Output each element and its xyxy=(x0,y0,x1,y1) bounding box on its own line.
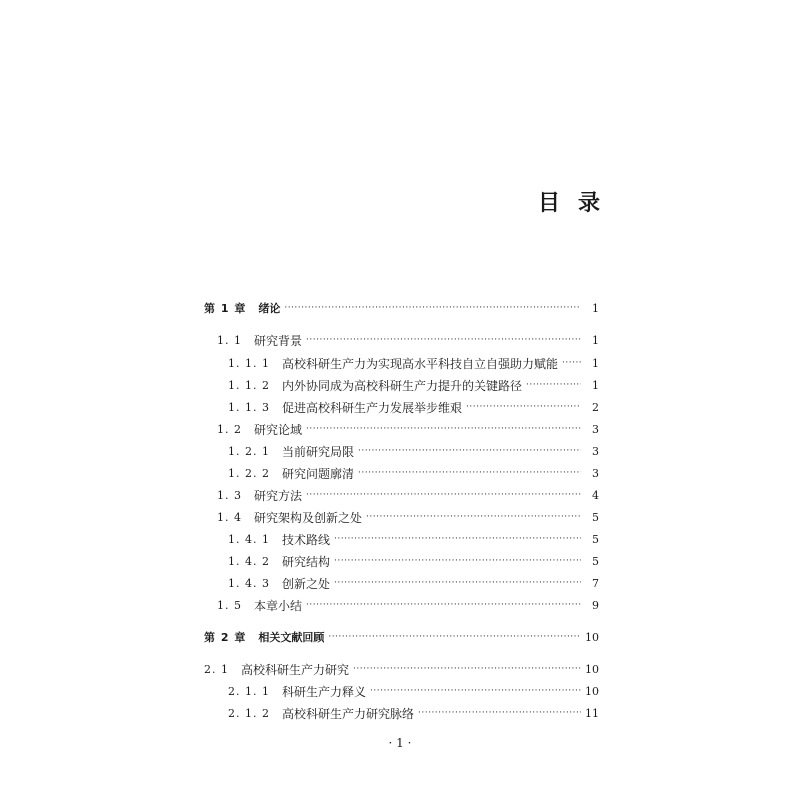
toc-title-char-1: 目 xyxy=(538,190,563,216)
toc-entry-title: 本章小结 xyxy=(254,598,303,613)
toc-entry-page: 1 xyxy=(592,301,599,315)
toc-entry-number: 1. 4 xyxy=(217,510,242,524)
toc-leader-dots xyxy=(306,600,581,610)
toc-entry-page: 1 xyxy=(592,378,599,392)
toc-entry-1-5[interactable] xyxy=(0,594,800,616)
toc-entry-number: 2. 1. 1 xyxy=(228,684,270,698)
toc-entry-1-4-2[interactable] xyxy=(0,550,800,572)
toc-entry-page: 10 xyxy=(585,662,599,676)
toc-entry-number: 1. 2 xyxy=(217,422,242,436)
toc-entry-page: 5 xyxy=(592,510,599,524)
toc-entry-page: 1 xyxy=(592,333,599,347)
toc-entry-page: 11 xyxy=(585,706,599,720)
toc-entry-title: 科研生产力释义 xyxy=(281,684,366,699)
toc-entry-title: 当前研究局限 xyxy=(281,444,354,459)
toc-entry-1-1-2[interactable] xyxy=(0,374,800,396)
toc-leader-dots xyxy=(358,446,581,456)
toc-entry-number: 1. 1 xyxy=(217,333,242,347)
toc-entry-1-2-2[interactable] xyxy=(0,462,800,484)
toc-leader-dots xyxy=(466,402,581,412)
toc-entry-page: 3 xyxy=(592,466,599,480)
toc-entry-1-4-1[interactable] xyxy=(0,528,800,550)
page-number-footer: · 1 · xyxy=(388,736,412,750)
toc-leader-dots xyxy=(370,686,581,696)
toc-entry-1-3[interactable] xyxy=(0,484,800,506)
toc-title xyxy=(538,186,602,217)
toc-entry-page: 4 xyxy=(592,488,599,502)
toc-leader-dots xyxy=(334,556,581,566)
toc-entry-title: 技术路线 xyxy=(281,532,330,547)
toc-entry-number: 1. 1. 2 xyxy=(228,378,270,392)
toc-leader-dots xyxy=(366,512,581,522)
toc-entry-title: 促进高校科研生产力发展举步维艰 xyxy=(281,400,462,415)
toc-entry-page: 5 xyxy=(592,532,599,546)
toc-entry-number: 1. 4. 1 xyxy=(228,532,270,546)
toc-entry-1-1-3[interactable] xyxy=(0,396,800,418)
toc-entry-page: 3 xyxy=(592,444,599,458)
toc-leader-dots xyxy=(334,534,581,544)
toc-entry-number: 1. 1. 3 xyxy=(228,400,270,414)
toc-leader-dots xyxy=(358,468,581,478)
toc-entry-number: 1. 5 xyxy=(217,598,242,612)
toc-entry-chapter-1[interactable] xyxy=(0,297,800,319)
toc-entry-1-1[interactable] xyxy=(0,329,800,351)
toc-entry-title: 创新之处 xyxy=(281,576,330,591)
toc-entry-page: 5 xyxy=(592,554,599,568)
toc-entry-number: 1. 2. 1 xyxy=(228,444,270,458)
toc-entry-1-4[interactable] xyxy=(0,506,800,528)
toc-entry-title: 高校科研生产力研究 xyxy=(241,662,350,677)
toc-entry-page: 7 xyxy=(592,576,599,590)
toc-leader-dots xyxy=(306,490,581,500)
toc-entry-page: 10 xyxy=(585,630,599,644)
toc-entry-number: 第 1 章 xyxy=(204,302,247,315)
toc-leader-dots xyxy=(306,335,581,345)
toc-leader-dots xyxy=(562,358,581,368)
toc-leader-dots xyxy=(526,380,581,390)
toc-entry-title: 研究架构及创新之处 xyxy=(254,510,363,525)
toc-entry-number: 第 2 章 xyxy=(204,631,247,644)
toc-leader-dots xyxy=(353,664,581,674)
toc-entry-page: 2 xyxy=(592,400,599,414)
toc-entry-title: 研究背景 xyxy=(254,333,303,348)
toc-entry-1-4-3[interactable] xyxy=(0,572,800,594)
toc-entry-2-1-1[interactable] xyxy=(0,680,800,702)
toc-entry-number: 2. 1. 2 xyxy=(228,706,270,720)
toc-leader-dots xyxy=(418,708,581,718)
toc-entry-title: 高校科研生产力研究脉络 xyxy=(281,706,414,721)
toc-entry-2-1-2[interactable] xyxy=(0,702,800,724)
toc-entry-title: 高校科研生产力为实现高水平科技自立自强助力赋能 xyxy=(281,356,558,371)
toc-entry-number: 1. 4. 3 xyxy=(228,576,270,590)
toc-entry-number: 1. 2. 2 xyxy=(228,466,270,480)
toc-entry-title: 研究问题廓清 xyxy=(281,466,354,481)
toc-entry-1-2[interactable] xyxy=(0,418,800,440)
toc-entry-page: 1 xyxy=(592,356,599,370)
toc-leader-dots xyxy=(328,632,581,642)
toc-entry-title: 研究方法 xyxy=(254,488,303,503)
toc-entry-page: 10 xyxy=(585,684,599,698)
toc-entry-title: 研究论域 xyxy=(254,422,303,437)
toc-leader-dots xyxy=(284,303,581,313)
toc-entry-number: 1. 1. 1 xyxy=(228,356,270,370)
toc-entry-1-1-1[interactable] xyxy=(0,352,800,374)
toc-entry-page: 9 xyxy=(592,598,599,612)
toc-leader-dots xyxy=(306,424,581,434)
toc-entry-page: 3 xyxy=(592,422,599,436)
toc-entry-1-2-1[interactable] xyxy=(0,440,800,462)
toc-leader-dots xyxy=(334,578,581,588)
toc-entry-title: 绪论 xyxy=(258,302,281,315)
toc-entry-number: 1. 4. 2 xyxy=(228,554,270,568)
toc-entry-number: 1. 3 xyxy=(217,488,242,502)
toc-entry-number: 2. 1 xyxy=(204,662,229,676)
toc-entry-2-1[interactable] xyxy=(0,658,800,680)
toc-entry-title: 相关文献回顾 xyxy=(258,631,325,644)
toc-title-char-2: 录 xyxy=(578,190,603,216)
toc-entry-chapter-2[interactable] xyxy=(0,626,800,648)
toc-entry-title: 研究结构 xyxy=(281,554,330,569)
toc-entry-title: 内外协同成为高校科研生产力提升的关键路径 xyxy=(281,378,522,393)
